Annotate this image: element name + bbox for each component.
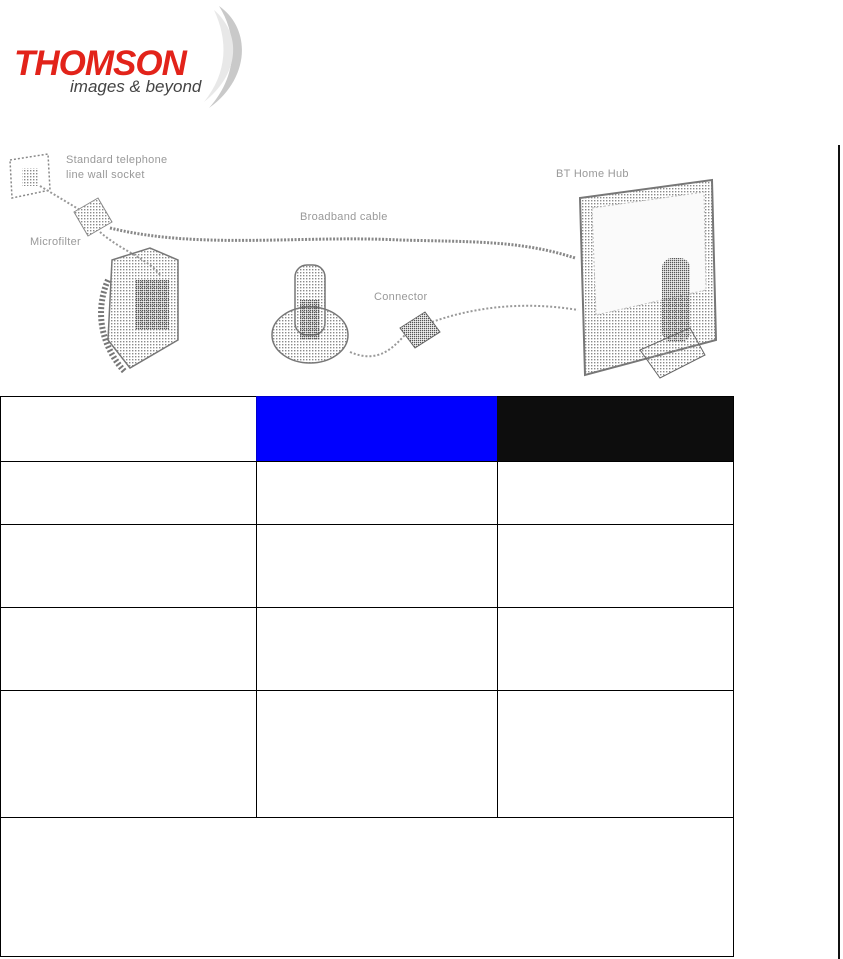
label-broadband-cable: Broadband cable (300, 211, 388, 223)
table-cell (497, 690, 734, 818)
table-footer-cell (0, 817, 734, 957)
telephone-icon (101, 248, 178, 372)
table-cell (256, 690, 498, 818)
table-cell (0, 461, 257, 525)
header-cell-1 (0, 396, 257, 462)
label-home-hub: BT Home Hub (556, 168, 629, 180)
thomson-logo (14, 4, 244, 112)
wall-socket-icon (10, 154, 50, 198)
table-cell (497, 607, 734, 691)
connector-icon (400, 312, 440, 348)
microfilter-icon (40, 186, 112, 236)
table-cell (256, 607, 498, 691)
table-cell (0, 607, 257, 691)
label-wall-socket-line2: line wall socket (66, 169, 145, 181)
table-cell (0, 524, 257, 608)
table-cell (497, 461, 734, 525)
header-cell-3 (497, 396, 734, 462)
label-connector: Connector (374, 291, 428, 303)
table-cell (497, 524, 734, 608)
cordless-phone-icon (272, 265, 348, 363)
page-margin-rule (838, 145, 840, 959)
logo-brand-text: THOMSON (14, 44, 186, 83)
table-cell (256, 524, 498, 608)
table-cell (0, 690, 257, 818)
header-cell-2 (256, 396, 498, 462)
label-microfilter: Microfilter (30, 236, 81, 248)
table-cell (256, 461, 498, 525)
label-wall-socket-line1: Standard telephone (66, 154, 168, 166)
home-hub-icon (580, 180, 716, 378)
connection-diagram (0, 140, 740, 385)
logo-tagline: images & beyond (70, 77, 202, 96)
spec-table (0, 396, 734, 959)
